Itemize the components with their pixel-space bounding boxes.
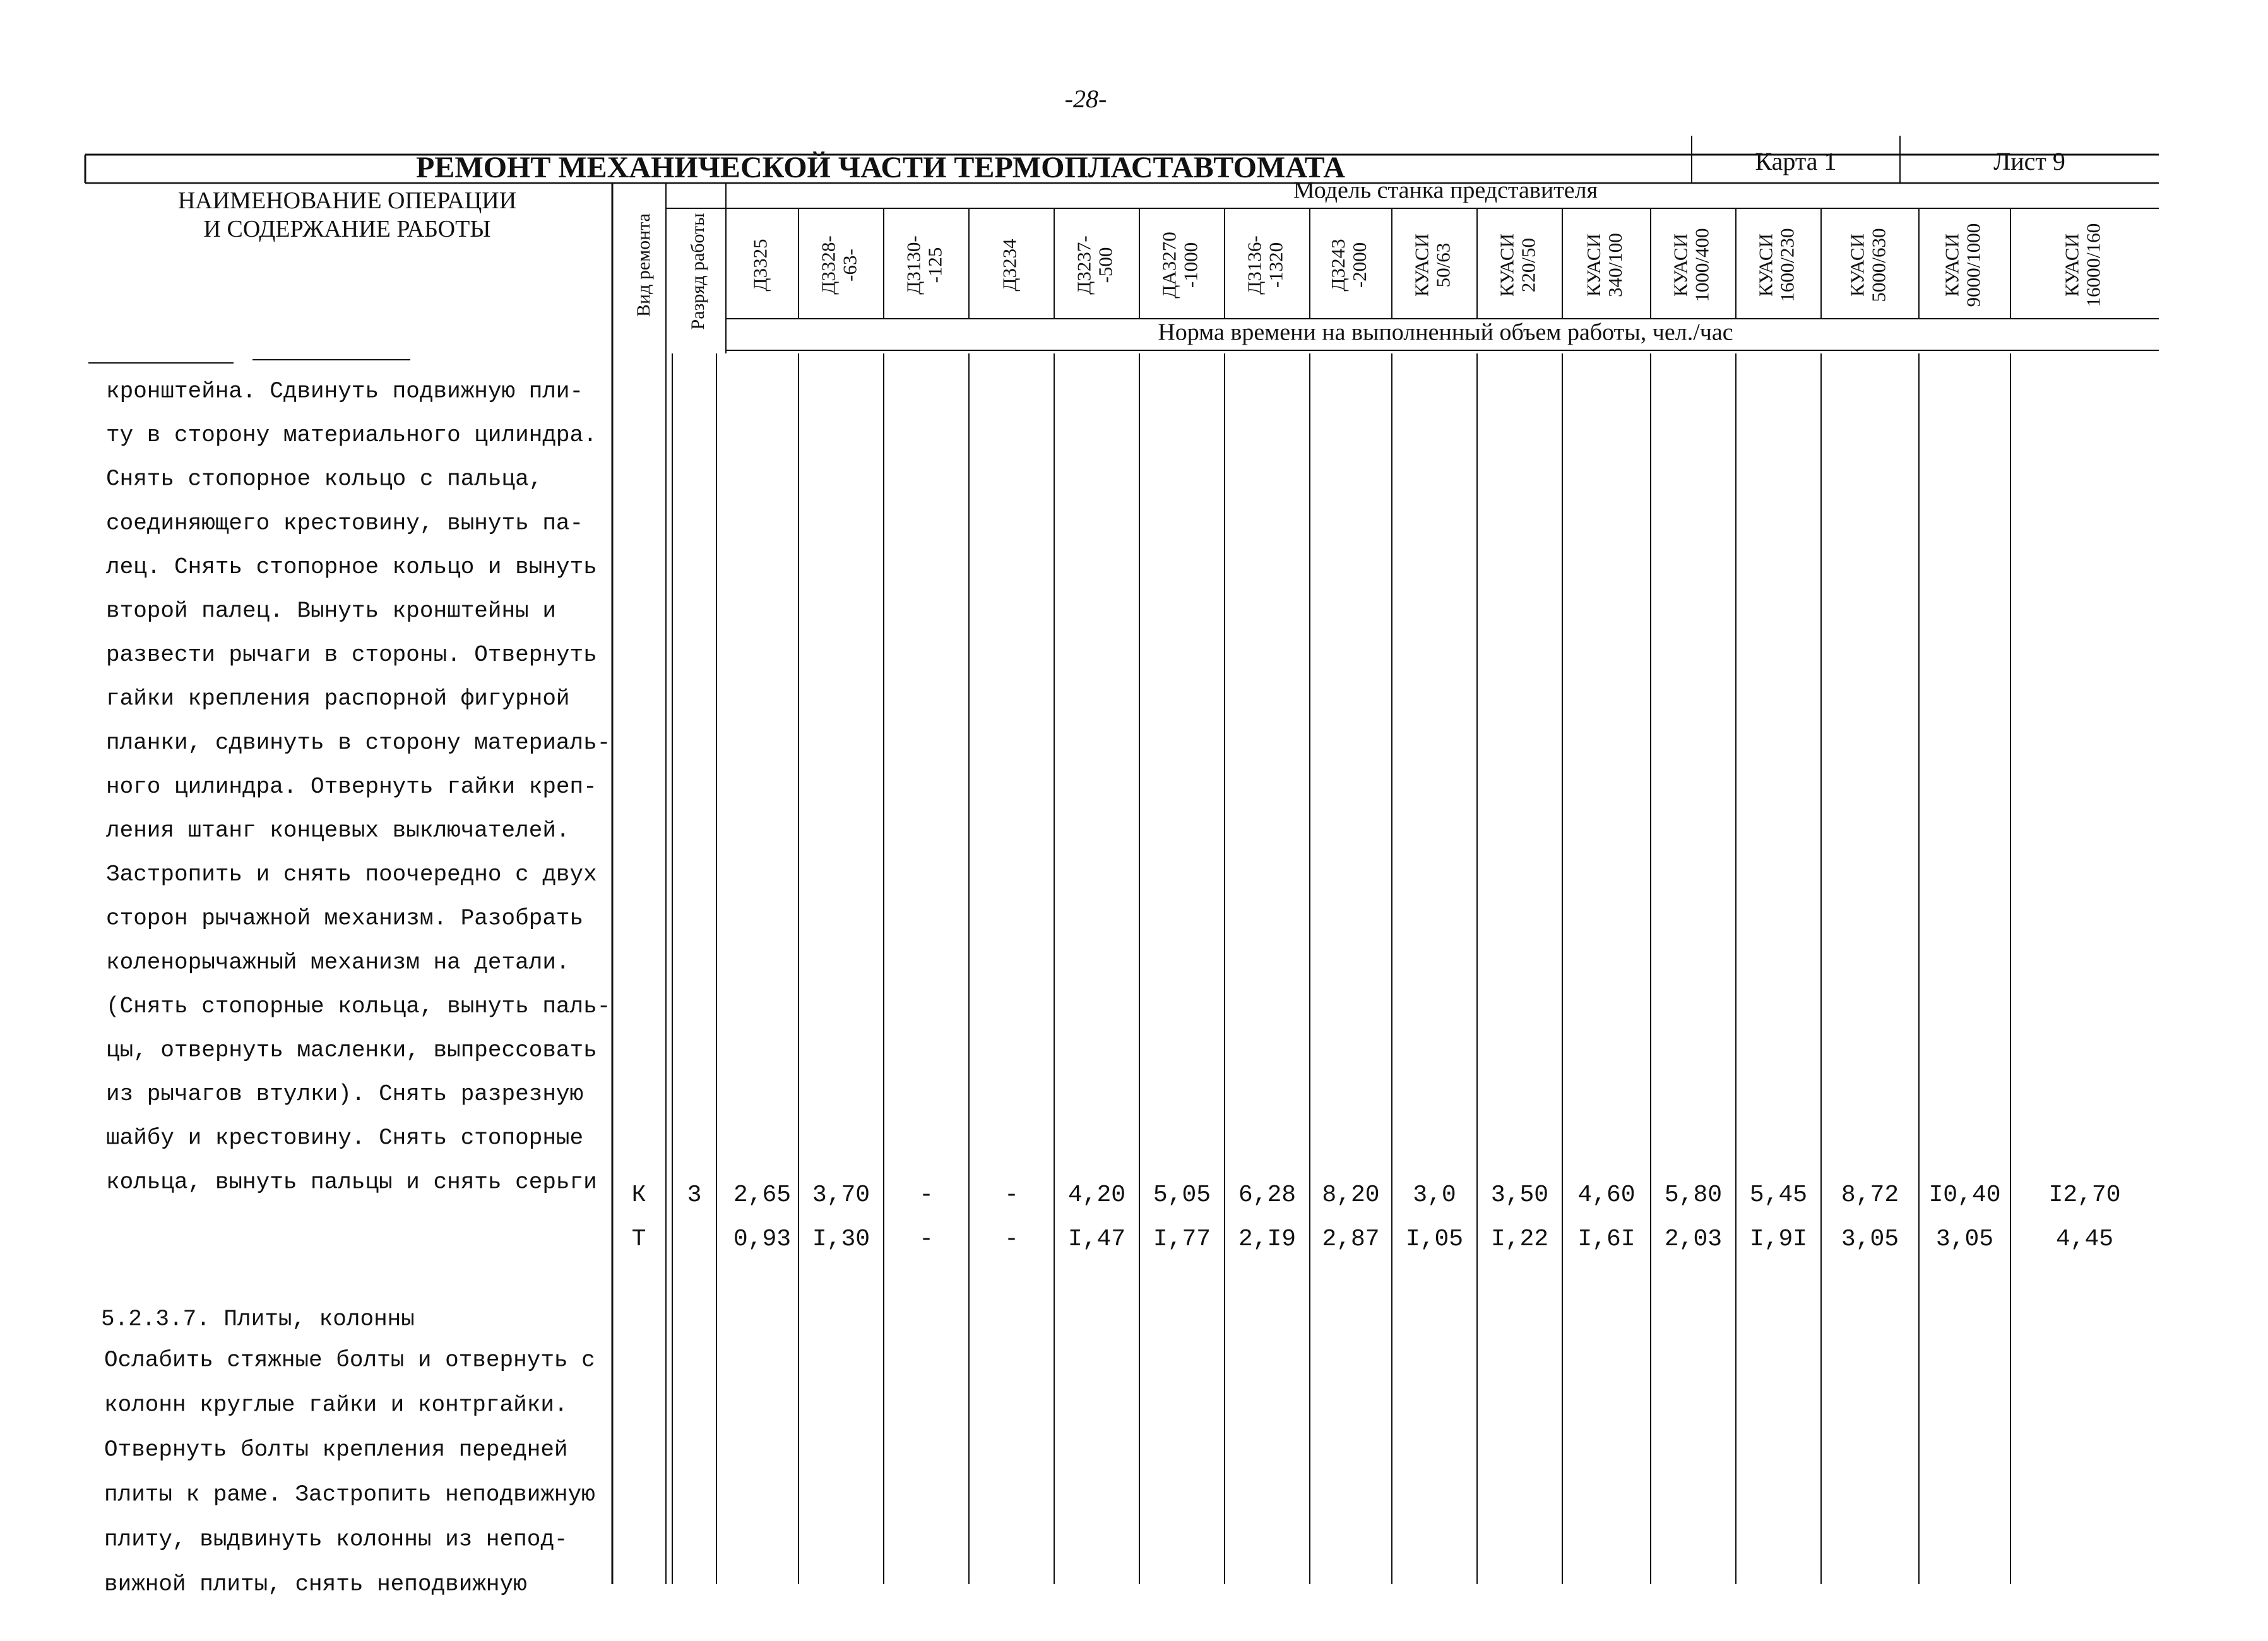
section-heading: 5.2.3.7. Плиты, колонны — [101, 1306, 415, 1332]
model-name: -1320 — [1264, 242, 1287, 288]
norm-value-cell: 4,60 — [1577, 1182, 1636, 1209]
operation-text-line: шайбу и крестовину. Снять стопорные — [106, 1125, 584, 1151]
repair-type-cell: Т — [631, 1226, 646, 1253]
norm-value-cell: I,9I — [1749, 1226, 1808, 1253]
grade-cell: 3 — [687, 1182, 702, 1209]
operation-column-header: НАИМЕНОВАНИЕ ОПЕРАЦИИ — [177, 187, 517, 214]
operation-column-header: И СОДЕРЖАНИЕ РАБОТЫ — [203, 216, 491, 242]
model-name: Д3136- — [1243, 235, 1266, 295]
norm-value-cell: 5,05 — [1153, 1182, 1211, 1209]
model-name: Д3237- — [1072, 235, 1095, 295]
norm-rows — [632, 1182, 2121, 1253]
operation-text-line: кронштейна. Сдвинуть подвижную пли- — [106, 378, 584, 405]
model-name: Д3328- — [817, 235, 840, 295]
norm-value-cell: 6,28 — [1238, 1182, 1297, 1209]
table-title: РЕМОНТ МЕХАНИЧЕСКОЙ ЧАСТИ ТЕРМОПЛАСТАВТОМАТА — [416, 151, 1345, 185]
operation-text-line: сторон рычажной механизм. Разобрать — [106, 905, 584, 932]
model-name: -2000 — [1348, 242, 1371, 288]
model-header — [1755, 228, 1798, 302]
model-header — [903, 235, 946, 294]
model-name: Д3325 — [749, 239, 771, 292]
section-text — [104, 1348, 595, 1597]
repair-type-cell: К — [631, 1182, 646, 1209]
section-text-line: Отвернуть болты крепления передней — [104, 1437, 568, 1463]
norm-value-cell: I,30 — [812, 1226, 870, 1253]
operation-text-line: ту в сторону материального цилиндра. — [106, 422, 597, 449]
model-headers — [749, 223, 2105, 307]
operation-text — [106, 379, 610, 1195]
section-text-line: колонн круглые гайки и контргайки. — [104, 1392, 568, 1418]
model-name: КУАСИ — [1410, 234, 1433, 297]
section-text-line: вижной плиты, снять неподвижную — [104, 1571, 527, 1597]
operation-text-line: Застропить и снять поочередно с двух — [106, 862, 597, 888]
model-header — [817, 235, 861, 294]
operation-text-line: ления штанг концевых выключателей. — [106, 817, 570, 844]
norm-value-cell: 3,0 — [1413, 1182, 1456, 1209]
norm-value-cell: 8,72 — [1841, 1182, 1899, 1209]
model-name: 340/100 — [1604, 233, 1627, 297]
sheet-label: Лист 9 — [1993, 147, 2065, 176]
norm-value-cell: I,47 — [1067, 1226, 1126, 1253]
model-header — [999, 239, 1021, 292]
norm-value-cell: 3,05 — [1935, 1226, 1994, 1253]
operation-text-line: из рычагов втулки). Снять разрезную — [106, 1081, 584, 1108]
model-name: -63- — [838, 249, 861, 281]
operation-text-line: коленорычажный механизм на детали. — [106, 949, 570, 976]
card-label: Карта 1 — [1755, 147, 1837, 176]
model-header — [1941, 223, 1985, 307]
norm-value-cell: I2,70 — [2048, 1182, 2121, 1209]
model-name: ДА3270 — [1158, 232, 1180, 299]
model-name: 1000/400 — [1690, 228, 1713, 302]
model-name: 5000/630 — [1867, 228, 1890, 302]
model-header — [749, 239, 771, 291]
norm-header: Норма времени на выполненный объем работы, чел./час — [1158, 319, 1733, 346]
model-name: КУАСИ — [1495, 234, 1518, 297]
operation-text-line: Снять стопорное кольцо с пальца, — [106, 466, 543, 492]
norm-value-cell: 2,65 — [733, 1182, 792, 1209]
column-lines — [799, 208, 2010, 1584]
grade-column-header: Разряд работы — [687, 213, 708, 330]
repair-type-column-header: Вид ремонта — [632, 213, 654, 317]
model-name: -1000 — [1179, 242, 1202, 288]
model-name: -500 — [1094, 247, 1117, 283]
norm-value-cell: I,05 — [1405, 1226, 1464, 1253]
model-header — [1158, 232, 1202, 299]
norm-value-cell: 3,05 — [1841, 1226, 1899, 1253]
norm-value-cell: - — [1004, 1226, 1019, 1253]
norm-value-cell: I,22 — [1490, 1226, 1549, 1253]
model-header — [1582, 233, 1626, 297]
norm-value-cell: 3,70 — [812, 1182, 870, 1209]
section-text-line: плиту, выдвинуть колонны из непод- — [104, 1526, 568, 1553]
operation-text-line: кольца, вынуть пальцы и снять серьги — [106, 1169, 597, 1195]
norm-value-cell: - — [1004, 1182, 1019, 1209]
model-name: 50/63 — [1432, 242, 1454, 288]
operation-text-line: ного цилиндра. Отвернуть гайки креп- — [106, 773, 597, 800]
norm-value-cell: 2,I9 — [1238, 1226, 1297, 1253]
model-name: 9000/1000 — [1962, 223, 1985, 307]
model-name: 16000/160 — [2082, 223, 2105, 307]
model-header — [1411, 234, 1454, 297]
model-name: Д3234 — [998, 239, 1021, 292]
norm-value-cell: I0,40 — [1928, 1182, 2001, 1209]
model-name: КУАСИ — [1669, 234, 1692, 297]
model-name: 1600/230 — [1776, 228, 1798, 302]
operation-text-line: соединяющего крестовину, вынуть па- — [106, 510, 584, 536]
model-header — [1073, 235, 1117, 294]
model-name: Д3130- — [902, 235, 925, 295]
model-header — [1846, 228, 1890, 302]
operation-text-line: второй палец. Вынуть кронштейны и — [106, 598, 556, 624]
page-number: -28- — [1064, 85, 1107, 113]
norm-value-cell: 8,20 — [1322, 1182, 1380, 1209]
norm-value-cell: 2,03 — [1664, 1226, 1723, 1253]
model-group-header: Модель станка представителя — [1293, 177, 1598, 204]
norm-value-cell: - — [919, 1182, 934, 1209]
model-name: КУАСИ — [1846, 234, 1868, 297]
norm-value-cell: 0,93 — [733, 1226, 792, 1253]
norm-value-cell: 4,20 — [1067, 1182, 1126, 1209]
model-name: КУАСИ — [2060, 234, 2083, 297]
norm-value-cell: 4,45 — [2055, 1226, 2114, 1253]
model-name: -125 — [923, 247, 946, 283]
section-text-line: плиты к раме. Застропить неподвижную — [104, 1481, 595, 1508]
operation-text-line: цы, отвернуть масленки, выпрессовать — [106, 1037, 597, 1063]
norm-value-cell: 2,87 — [1322, 1226, 1380, 1253]
model-name: 220/50 — [1517, 237, 1540, 293]
operation-text-line: развести рычаги в стороны. Отвернуть — [106, 642, 597, 668]
operation-text-line: планки, сдвинуть в сторону материаль- — [106, 730, 611, 756]
operation-text-line: (Снять стопорные кольца, вынуть паль- — [106, 993, 611, 1019]
norm-value-cell: 5,80 — [1664, 1182, 1723, 1209]
model-header — [2061, 223, 2105, 307]
model-name: КУАСИ — [1940, 234, 1963, 297]
operation-text-line: гайки крепления распорной фигурной — [106, 685, 570, 712]
section-text-line: Ослабить стяжные болты и отвернуть с — [104, 1347, 595, 1373]
norm-value-cell: - — [919, 1226, 934, 1253]
norm-value-cell: I,77 — [1153, 1226, 1211, 1253]
norm-value-cell: I,6I — [1577, 1226, 1636, 1253]
model-name: КУАСИ — [1754, 234, 1777, 297]
model-header — [1670, 228, 1713, 302]
model-name: КУАСИ — [1582, 234, 1605, 297]
model-header — [1496, 234, 1540, 297]
model-name: Д3243 — [1327, 239, 1350, 292]
operation-text-line: лец. Снять стопорное кольцо и вынуть — [106, 554, 597, 580]
norm-value-cell: 5,45 — [1749, 1182, 1808, 1209]
model-header — [1327, 239, 1370, 291]
model-header — [1244, 235, 1287, 294]
norm-value-cell: 3,50 — [1490, 1182, 1549, 1209]
